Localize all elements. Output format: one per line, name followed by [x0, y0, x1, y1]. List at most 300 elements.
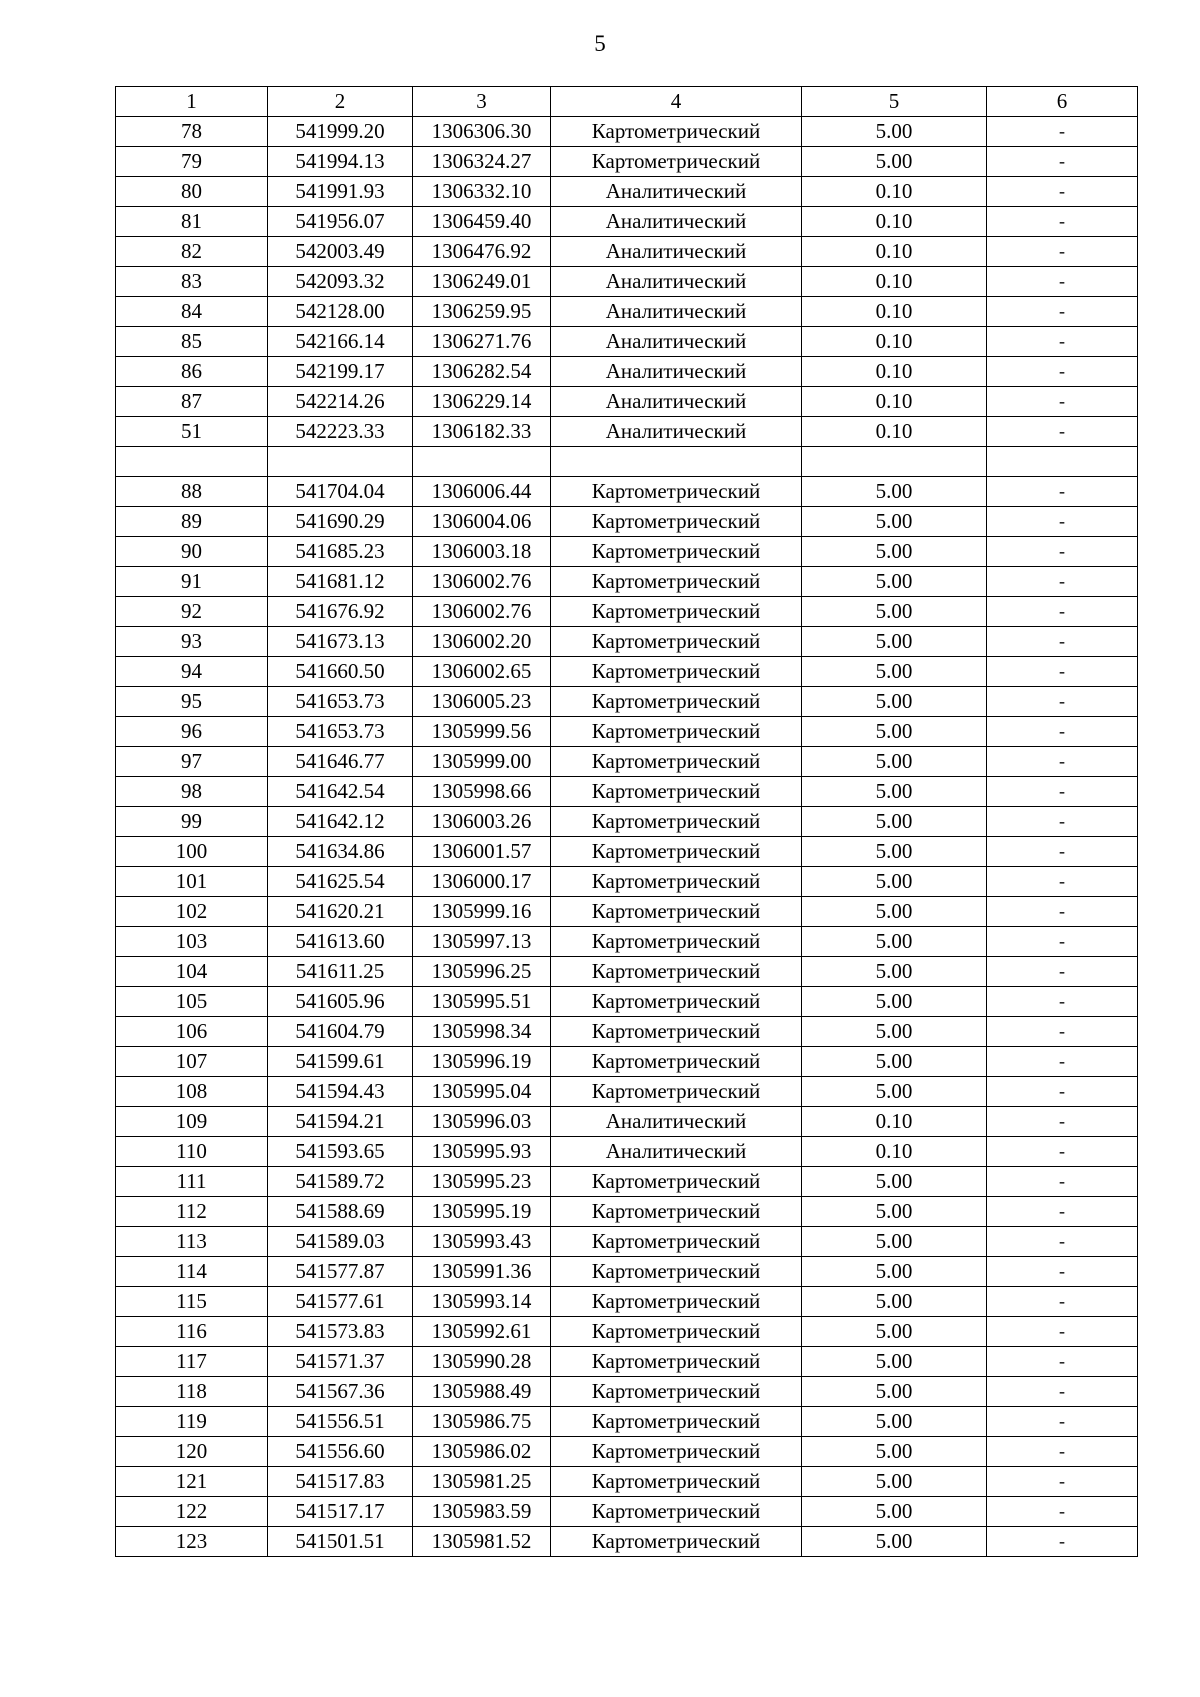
cell-coord-y: 1306003.18 — [413, 537, 551, 567]
cell-coord-x: 541613.60 — [268, 927, 413, 957]
cell-method: Аналитический — [551, 387, 802, 417]
cell-point-number — [116, 447, 268, 477]
cell-coord-y: 1305992.61 — [413, 1317, 551, 1347]
cell-coord-y: 1305998.66 — [413, 777, 551, 807]
cell-accuracy: 0.10 — [802, 387, 987, 417]
cell-method: Картометрический — [551, 1017, 802, 1047]
cell-coord-y: 1306006.44 — [413, 477, 551, 507]
cell-accuracy: 0.10 — [802, 417, 987, 447]
cell-accuracy: 5.00 — [802, 597, 987, 627]
cell-point-number: 123 — [116, 1527, 268, 1557]
cell-coord-x: 542166.14 — [268, 327, 413, 357]
cell-accuracy: 5.00 — [802, 717, 987, 747]
cell-accuracy: 5.00 — [802, 1167, 987, 1197]
cell-coord-x: 541577.87 — [268, 1257, 413, 1287]
cell-point-number: 95 — [116, 687, 268, 717]
cell-method: Картометрический — [551, 1467, 802, 1497]
cell-point-number: 113 — [116, 1227, 268, 1257]
table-row — [116, 867, 1138, 897]
cell-accuracy: 5.00 — [802, 477, 987, 507]
cell-note: - — [987, 1527, 1138, 1557]
cell-point-number: 111 — [116, 1167, 268, 1197]
cell-coord-x: 541646.77 — [268, 747, 413, 777]
cell-coord-y: 1305995.93 — [413, 1137, 551, 1167]
cell-point-number: 104 — [116, 957, 268, 987]
cell-method: Картометрический — [551, 837, 802, 867]
cell-note: - — [987, 1167, 1138, 1197]
table-row — [116, 1137, 1138, 1167]
cell-note: - — [987, 1257, 1138, 1287]
table-row — [116, 1497, 1138, 1527]
cell-coord-x: 541589.72 — [268, 1167, 413, 1197]
cell-point-number: 93 — [116, 627, 268, 657]
cell-coord-x: 541681.12 — [268, 567, 413, 597]
cell-method: Картометрический — [551, 987, 802, 1017]
cell-accuracy: 5.00 — [802, 1467, 987, 1497]
cell-coord-x: 541517.17 — [268, 1497, 413, 1527]
cell-note: - — [987, 357, 1138, 387]
table-row — [116, 1227, 1138, 1257]
cell-coord-x: 541642.12 — [268, 807, 413, 837]
cell-accuracy — [802, 447, 987, 477]
table-row — [116, 777, 1138, 807]
table-row — [116, 1287, 1138, 1317]
cell-note: - — [987, 267, 1138, 297]
cell-coord-y: 1305983.59 — [413, 1497, 551, 1527]
cell-note: - — [987, 687, 1138, 717]
cell-method: Картометрический — [551, 1197, 802, 1227]
cell-note: - — [987, 1347, 1138, 1377]
cell-note: - — [987, 1407, 1138, 1437]
table-row — [116, 1047, 1138, 1077]
cell-method: Картометрический — [551, 507, 802, 537]
table-row — [116, 1347, 1138, 1377]
cell-coord-y: 1305986.75 — [413, 1407, 551, 1437]
cell-point-number: 114 — [116, 1257, 268, 1287]
cell-accuracy: 5.00 — [802, 117, 987, 147]
table-row — [116, 747, 1138, 777]
cell-note: - — [987, 897, 1138, 927]
cell-method: Картометрический — [551, 1497, 802, 1527]
cell-coord-x: 541685.23 — [268, 537, 413, 567]
table-row — [116, 597, 1138, 627]
cell-accuracy: 5.00 — [802, 957, 987, 987]
table-row — [116, 1527, 1138, 1557]
cell-coord-y: 1305993.14 — [413, 1287, 551, 1317]
cell-accuracy: 5.00 — [802, 567, 987, 597]
cell-point-number: 80 — [116, 177, 268, 207]
cell-point-number: 107 — [116, 1047, 268, 1077]
cell-coord-x: 541999.20 — [268, 117, 413, 147]
cell-coord-x: 541605.96 — [268, 987, 413, 1017]
cell-method: Картометрический — [551, 1047, 802, 1077]
cell-coord-x: 541956.07 — [268, 207, 413, 237]
cell-coord-x: 541577.61 — [268, 1287, 413, 1317]
cell-note: - — [987, 417, 1138, 447]
cell-method: Картометрический — [551, 117, 802, 147]
table-row — [116, 957, 1138, 987]
table-row — [116, 897, 1138, 927]
cell-accuracy: 5.00 — [802, 1377, 987, 1407]
cell-note: - — [987, 1317, 1138, 1347]
cell-method: Картометрический — [551, 1227, 802, 1257]
cell-coord-y: 1306002.65 — [413, 657, 551, 687]
cell-method: Картометрический — [551, 567, 802, 597]
cell-method: Картометрический — [551, 147, 802, 177]
cell-coord-x — [268, 447, 413, 477]
table-row — [116, 1257, 1138, 1287]
cell-method: Аналитический — [551, 1107, 802, 1137]
cell-point-number: 83 — [116, 267, 268, 297]
table-header — [116, 87, 1138, 117]
table-row — [116, 267, 1138, 297]
cell-accuracy: 5.00 — [802, 1017, 987, 1047]
cell-coord-y: 1306005.23 — [413, 687, 551, 717]
cell-accuracy: 5.00 — [802, 1227, 987, 1257]
cell-method: Картометрический — [551, 597, 802, 627]
cell-accuracy: 5.00 — [802, 657, 987, 687]
cell-coord-y: 1305990.28 — [413, 1347, 551, 1377]
cell-method: Аналитический — [551, 417, 802, 447]
table-row — [116, 507, 1138, 537]
table-row — [116, 1197, 1138, 1227]
cell-accuracy: 5.00 — [802, 777, 987, 807]
cell-coord-x: 541588.69 — [268, 1197, 413, 1227]
cell-coord-x: 541599.61 — [268, 1047, 413, 1077]
cell-coord-x: 541673.13 — [268, 627, 413, 657]
cell-method: Аналитический — [551, 357, 802, 387]
cell-point-number: 115 — [116, 1287, 268, 1317]
cell-point-number: 88 — [116, 477, 268, 507]
cell-note: - — [987, 1017, 1138, 1047]
header-col-3: 3 — [413, 87, 551, 117]
cell-point-number: 103 — [116, 927, 268, 957]
cell-accuracy: 5.00 — [802, 1347, 987, 1377]
cell-note: - — [987, 177, 1138, 207]
cell-note: - — [987, 237, 1138, 267]
cell-coord-y: 1305993.43 — [413, 1227, 551, 1257]
cell-note: - — [987, 1047, 1138, 1077]
cell-accuracy: 5.00 — [802, 1287, 987, 1317]
cell-method: Картометрический — [551, 537, 802, 567]
page-number: 5 — [594, 31, 606, 56]
cell-point-number: 110 — [116, 1137, 268, 1167]
cell-accuracy: 0.10 — [802, 237, 987, 267]
table-row — [116, 417, 1138, 447]
cell-method: Аналитический — [551, 1137, 802, 1167]
cell-note: - — [987, 147, 1138, 177]
cell-point-number: 82 — [116, 237, 268, 267]
cell-coord-x: 542128.00 — [268, 297, 413, 327]
cell-point-number: 79 — [116, 147, 268, 177]
cell-point-number: 91 — [116, 567, 268, 597]
cell-coord-y: 1306002.20 — [413, 627, 551, 657]
cell-coord-x: 541593.65 — [268, 1137, 413, 1167]
cell-coord-x: 541517.83 — [268, 1467, 413, 1497]
table-row — [116, 387, 1138, 417]
cell-coord-y: 1306476.92 — [413, 237, 551, 267]
cell-coord-x: 542199.17 — [268, 357, 413, 387]
cell-method: Картометрический — [551, 1317, 802, 1347]
cell-note: - — [987, 1077, 1138, 1107]
cell-coord-x: 541604.79 — [268, 1017, 413, 1047]
table-row — [116, 1167, 1138, 1197]
cell-note: - — [987, 1227, 1138, 1257]
cell-coord-x: 541690.29 — [268, 507, 413, 537]
cell-coord-y: 1306306.30 — [413, 117, 551, 147]
cell-note: - — [987, 477, 1138, 507]
cell-method: Картометрический — [551, 1287, 802, 1317]
cell-point-number: 90 — [116, 537, 268, 567]
cell-note: - — [987, 807, 1138, 837]
cell-point-number: 121 — [116, 1467, 268, 1497]
cell-note — [987, 447, 1138, 477]
cell-coord-x: 541704.04 — [268, 477, 413, 507]
cell-accuracy: 0.10 — [802, 297, 987, 327]
cell-note: - — [987, 297, 1138, 327]
cell-coord-y: 1305995.19 — [413, 1197, 551, 1227]
cell-point-number: 97 — [116, 747, 268, 777]
cell-coord-y: 1305995.04 — [413, 1077, 551, 1107]
cell-accuracy: 0.10 — [802, 1137, 987, 1167]
cell-note: - — [987, 1377, 1138, 1407]
cell-coord-y: 1305998.34 — [413, 1017, 551, 1047]
cell-method: Картометрический — [551, 897, 802, 927]
cell-note: - — [987, 627, 1138, 657]
cell-coord-y: 1305981.52 — [413, 1527, 551, 1557]
cell-coord-x: 541676.92 — [268, 597, 413, 627]
cell-coord-y: 1305996.03 — [413, 1107, 551, 1137]
cell-point-number: 112 — [116, 1197, 268, 1227]
cell-method: Аналитический — [551, 237, 802, 267]
cell-coord-x: 541653.73 — [268, 687, 413, 717]
table-row — [116, 177, 1138, 207]
cell-note: - — [987, 867, 1138, 897]
cell-point-number: 100 — [116, 837, 268, 867]
cell-coord-y: 1306182.33 — [413, 417, 551, 447]
cell-method: Картометрический — [551, 687, 802, 717]
cell-accuracy: 5.00 — [802, 1317, 987, 1347]
cell-note: - — [987, 1497, 1138, 1527]
cell-coord-y: 1305997.13 — [413, 927, 551, 957]
table-row — [116, 927, 1138, 957]
cell-point-number: 120 — [116, 1437, 268, 1467]
cell-note: - — [987, 1137, 1138, 1167]
cell-point-number: 87 — [116, 387, 268, 417]
cell-coord-x: 541625.54 — [268, 867, 413, 897]
cell-point-number: 96 — [116, 717, 268, 747]
table-row — [116, 717, 1138, 747]
cell-coord-y: 1306004.06 — [413, 507, 551, 537]
cell-coord-y — [413, 447, 551, 477]
cell-note: - — [987, 117, 1138, 147]
cell-method: Картометрический — [551, 777, 802, 807]
table-row — [116, 1317, 1138, 1347]
cell-coord-y: 1305995.23 — [413, 1167, 551, 1197]
cell-accuracy: 0.10 — [802, 267, 987, 297]
cell-coord-x: 541567.36 — [268, 1377, 413, 1407]
cell-coord-y: 1305986.02 — [413, 1437, 551, 1467]
cell-coord-y: 1305995.51 — [413, 987, 551, 1017]
table-row — [116, 657, 1138, 687]
cell-point-number: 92 — [116, 597, 268, 627]
cell-method: Картометрический — [551, 957, 802, 987]
cell-method: Картометрический — [551, 747, 802, 777]
cell-note: - — [987, 837, 1138, 867]
cell-method: Аналитический — [551, 207, 802, 237]
cell-coord-x: 541501.51 — [268, 1527, 413, 1557]
cell-point-number: 99 — [116, 807, 268, 837]
cell-accuracy: 5.00 — [802, 897, 987, 927]
cell-method: Картометрический — [551, 717, 802, 747]
table-row — [116, 807, 1138, 837]
cell-method: Картометрический — [551, 1167, 802, 1197]
cell-note: - — [987, 657, 1138, 687]
cell-accuracy: 5.00 — [802, 807, 987, 837]
cell-point-number: 105 — [116, 987, 268, 1017]
cell-point-number: 98 — [116, 777, 268, 807]
header-col-6: 6 — [987, 87, 1138, 117]
cell-accuracy: 5.00 — [802, 627, 987, 657]
header-row — [116, 87, 1138, 117]
cell-note: - — [987, 1437, 1138, 1467]
table-row — [116, 237, 1138, 267]
cell-point-number: 84 — [116, 297, 268, 327]
cell-point-number: 109 — [116, 1107, 268, 1137]
cell-note: - — [987, 1197, 1138, 1227]
table-row — [116, 1107, 1138, 1137]
cell-point-number: 78 — [116, 117, 268, 147]
cell-accuracy: 5.00 — [802, 927, 987, 957]
table-row — [116, 1377, 1138, 1407]
cell-accuracy: 5.00 — [802, 1257, 987, 1287]
cell-point-number: 85 — [116, 327, 268, 357]
cell-coord-y: 1306229.14 — [413, 387, 551, 417]
table-body — [116, 117, 1138, 1557]
cell-point-number: 116 — [116, 1317, 268, 1347]
cell-method: Картометрический — [551, 1077, 802, 1107]
cell-note: - — [987, 597, 1138, 627]
cell-coord-x: 541653.73 — [268, 717, 413, 747]
table-row — [116, 1467, 1138, 1497]
cell-point-number: 101 — [116, 867, 268, 897]
cell-coord-y: 1305991.36 — [413, 1257, 551, 1287]
cell-accuracy: 5.00 — [802, 747, 987, 777]
cell-method: Картометрический — [551, 1437, 802, 1467]
header-col-2: 2 — [268, 87, 413, 117]
table-row — [116, 537, 1138, 567]
cell-note: - — [987, 927, 1138, 957]
cell-point-number: 119 — [116, 1407, 268, 1437]
table-row — [116, 357, 1138, 387]
cell-method: Картометрический — [551, 1527, 802, 1557]
cell-method: Аналитический — [551, 267, 802, 297]
cell-method: Картометрический — [551, 1257, 802, 1287]
cell-point-number: 108 — [116, 1077, 268, 1107]
cell-coord-x: 541573.83 — [268, 1317, 413, 1347]
cell-coord-y: 1306459.40 — [413, 207, 551, 237]
table-row — [116, 1017, 1138, 1047]
cell-method: Картометрический — [551, 1407, 802, 1437]
cell-point-number: 117 — [116, 1347, 268, 1377]
cell-accuracy: 5.00 — [802, 147, 987, 177]
cell-method: Аналитический — [551, 177, 802, 207]
cell-coord-y: 1305999.16 — [413, 897, 551, 927]
table-row — [116, 687, 1138, 717]
header-col-5: 5 — [802, 87, 987, 117]
cell-coord-y: 1306271.76 — [413, 327, 551, 357]
table-row — [116, 627, 1138, 657]
table-row — [116, 477, 1138, 507]
cell-note: - — [987, 1467, 1138, 1497]
table-row — [116, 297, 1138, 327]
cell-point-number: 122 — [116, 1497, 268, 1527]
cell-coord-x: 541991.93 — [268, 177, 413, 207]
cell-accuracy: 0.10 — [802, 1107, 987, 1137]
cell-note: - — [987, 777, 1138, 807]
cell-coord-x: 542214.26 — [268, 387, 413, 417]
cell-note: - — [987, 537, 1138, 567]
cell-point-number: 51 — [116, 417, 268, 447]
cell-note: - — [987, 327, 1138, 357]
cell-accuracy: 5.00 — [802, 1077, 987, 1107]
cell-note: - — [987, 987, 1138, 1017]
cell-coord-x: 541660.50 — [268, 657, 413, 687]
cell-point-number: 86 — [116, 357, 268, 387]
cell-note: - — [987, 507, 1138, 537]
cell-coord-x: 542003.49 — [268, 237, 413, 267]
cell-coord-x: 541556.51 — [268, 1407, 413, 1437]
cell-method: Картометрический — [551, 807, 802, 837]
cell-coord-x: 541594.21 — [268, 1107, 413, 1137]
cell-accuracy: 5.00 — [802, 1527, 987, 1557]
cell-coord-y: 1305999.56 — [413, 717, 551, 747]
cell-accuracy: 5.00 — [802, 507, 987, 537]
cell-coord-y: 1306002.76 — [413, 597, 551, 627]
cell-accuracy: 5.00 — [802, 1197, 987, 1227]
cell-coord-x: 541994.13 — [268, 147, 413, 177]
cell-coord-x: 541620.21 — [268, 897, 413, 927]
cell-point-number: 81 — [116, 207, 268, 237]
cell-note: - — [987, 957, 1138, 987]
cell-coord-y: 1305999.00 — [413, 747, 551, 777]
cell-method: Картометрический — [551, 867, 802, 897]
header-col-4: 4 — [551, 87, 802, 117]
cell-accuracy: 0.10 — [802, 207, 987, 237]
cell-accuracy: 0.10 — [802, 177, 987, 207]
cell-coord-y: 1305988.49 — [413, 1377, 551, 1407]
cell-method: Картометрический — [551, 627, 802, 657]
cell-point-number: 102 — [116, 897, 268, 927]
cell-coord-x: 542223.33 — [268, 417, 413, 447]
cell-coord-y: 1306332.10 — [413, 177, 551, 207]
cell-coord-y: 1306249.01 — [413, 267, 551, 297]
cell-method: Картометрический — [551, 1347, 802, 1377]
cell-coord-x: 541556.60 — [268, 1437, 413, 1467]
table-row — [116, 1437, 1138, 1467]
cell-note: - — [987, 207, 1138, 237]
cell-coord-y: 1305981.25 — [413, 1467, 551, 1497]
cell-coord-y: 1306324.27 — [413, 147, 551, 177]
cell-coord-y: 1306002.76 — [413, 567, 551, 597]
cell-method: Картометрический — [551, 477, 802, 507]
cell-coord-x: 541571.37 — [268, 1347, 413, 1377]
cell-coord-x: 542093.32 — [268, 267, 413, 297]
table-row — [116, 147, 1138, 177]
cell-method — [551, 447, 802, 477]
cell-coord-y: 1305996.19 — [413, 1047, 551, 1077]
cell-method: Аналитический — [551, 327, 802, 357]
